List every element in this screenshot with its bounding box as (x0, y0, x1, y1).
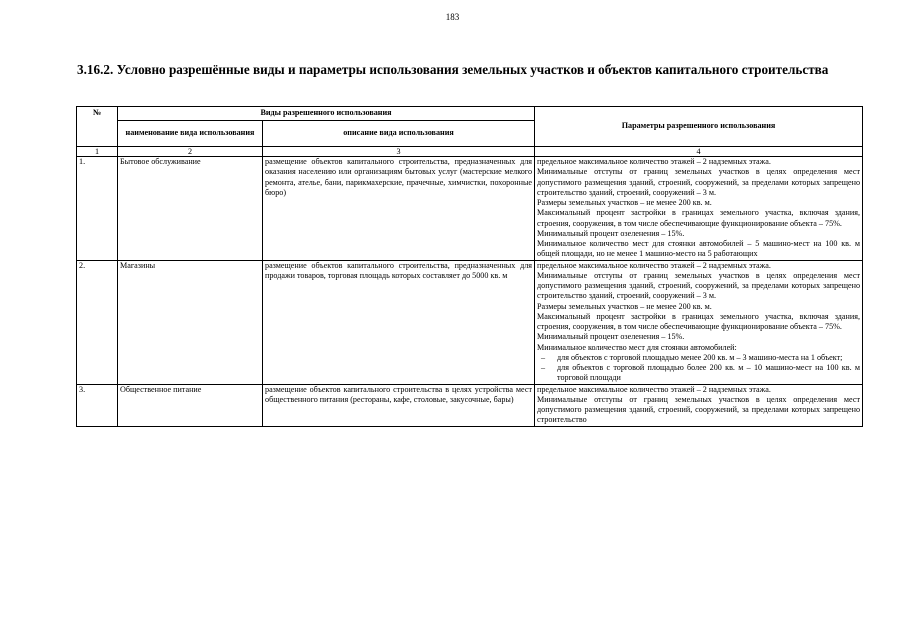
param-line: Размеры земельных участков – не менее 200 кв. м. (537, 198, 712, 207)
param-line: Максимальный процент застройки в границах земельного участка, включая здания, строения, сооружения, в том числе обеспечивающие функционирование объекта – 75%. (537, 208, 861, 228)
param-line: Размеры земельных участков – не менее 200 кв. м. (537, 301, 712, 311)
table-row (77, 157, 863, 261)
usage-name: Магазины (118, 260, 263, 384)
section-heading: 3.16.2. Условно разрешённые виды и параметры использования земельных участков и объектов капитального строительства (77, 62, 829, 77)
header-params: Параметры разрешенного использования (535, 107, 863, 147)
page-number: 183 (445, 12, 460, 22)
column-number: 3 (263, 147, 535, 157)
header-num: № (77, 107, 118, 147)
usage-description: размещение объектов капитального строительства в целях устройства мест общественного питания (рестораны, кафе, столовые, закусочные, бары) (263, 384, 535, 426)
param-line: Минимальные отступы от границ земельных участков в целях определения мест допустимого размещения зданий, строений, сооружений, за пределами которых запрещено строительство зданий, строений, сооружений – 3 м. (537, 167, 861, 197)
usage-parameters (535, 157, 863, 261)
usage-parameters (535, 384, 863, 426)
column-number: 2 (118, 147, 263, 157)
param-line: Максимальный процент застройки в границах земельного участка, включая здания, строения, сооружения, в том числе обеспечивающие функционирование объекта – 75%. (537, 311, 861, 331)
header-usage-name: наименование вида использования (118, 121, 263, 147)
dash-bullet: – (541, 352, 546, 362)
dash-bullet: – (541, 363, 546, 372)
list-item (537, 363, 860, 384)
param-line: предельное максимальное количество этажей – 2 надземных этажа. (537, 384, 771, 394)
row-number: 2. (77, 260, 118, 384)
param-line: Минимальное количество мест для стоянки автомобилей – 5 машино-мест на 100 кв. м общей площади, но не менее 1 машино-место на 5 работающих (537, 239, 861, 259)
list-item-text: для объектов с торговой площадью более 200 кв. м – 10 машино-мест на 100 кв. м торговой площади (557, 363, 861, 383)
usage-name: Бытовое обслуживание (118, 157, 263, 261)
usage-description: размещение объектов капитального строительства, предназначенных для продажи товаров, торговая площадь которых составляет до 5000 кв. м (263, 260, 535, 384)
param-line: Минимальные отступы от границ земельных участков в целях определения мест допустимого размещения зданий, строений, сооружений, за пределами которых запрещено строительство (537, 394, 861, 425)
header-usage-types: Виды разрешенного использования (118, 107, 535, 121)
table-row (77, 260, 863, 384)
params-clipped-region (537, 385, 860, 426)
param-line: Минимальный процент озеленения – 15%. (537, 228, 685, 238)
header-usage-description: описание вида использования (263, 121, 535, 147)
table-row (77, 384, 863, 426)
row-number: 1. (77, 157, 118, 261)
list-item (537, 353, 860, 363)
header-row-top (77, 107, 863, 121)
param-line: предельное максимальное количество этажей – 2 надземных этажа. (537, 157, 771, 166)
column-number: 4 (535, 147, 863, 157)
usage-name: Общественное питание (118, 384, 263, 426)
usage-parameters (535, 260, 863, 384)
param-line: Минимальные отступы от границ земельных участков в целях определения мест допустимого размещения зданий, строений, сооружений, за пределами которых запрещено строительство зданий, строений, сооружений – 3 м. (537, 270, 861, 301)
column-number-row (77, 147, 863, 157)
parking-list (537, 353, 860, 384)
param-line: предельное максимальное количество этажей – 2 надземных этажа. (537, 260, 771, 270)
land-use-table (76, 106, 863, 427)
row-number: 3. (77, 384, 118, 426)
column-number: 1 (77, 147, 118, 157)
param-line: Минимальный процент озеленения – 15%. (537, 332, 685, 342)
param-line: Минимальное количество мест для стоянки автомобилей: (537, 342, 737, 352)
list-item-text: для объектов с торговой площадью менее 200 кв. м – 3 машино-места на 1 объект; (557, 352, 843, 362)
usage-description: размещение объектов капитального строительства, предназначенных для оказания населению или организациям бытовых услуг (мастерские мелкого ремонта, ателье, бани, парикмахерские, прачечные, химчистки, похоронные бюро) (263, 157, 535, 261)
